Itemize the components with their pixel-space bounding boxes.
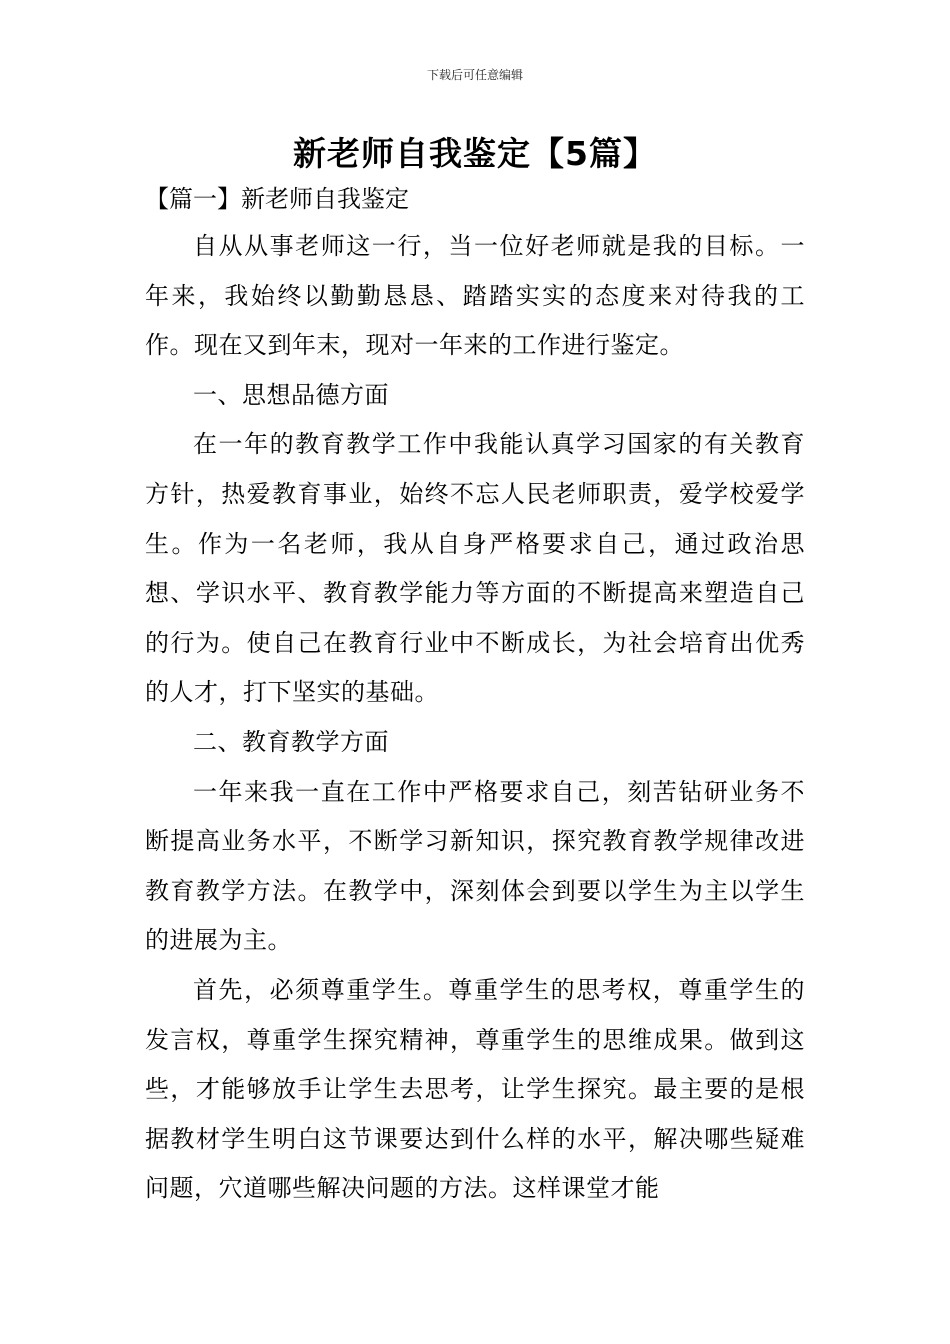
paragraph-respect-students: 首先，必须尊重学生。尊重学生的思考权，尊重学生的发言权，尊重学生探究精神，尊重学生的思维成果。做到这些，才能够放手让学生去思考，让学生探究。最主要的是根据教材学生明白这节课要达到什么样的水平，解决哪些疑难问题，穴道哪些解决问题的方法。这样课堂才能 <box>145 975 805 1203</box>
header-note: 下载后可任意编辑 <box>426 68 523 82</box>
document-title: 新老师自我鉴定【5篇】 <box>293 134 657 173</box>
paragraph-teaching: 一年来我一直在工作中严格要求自己，刻苦钻研业务不断提高业务水平，不断学习新知识，探究教育教学规律改进教育教学方法。在教学中，深刻体会到要以学生为主以学生的进展为主。 <box>145 777 805 955</box>
subheading-morality: 一、思想品德方面 <box>193 380 389 409</box>
section-heading: 【篇一】新老师自我鉴定 <box>145 185 409 213</box>
document-body <box>145 222 805 1214</box>
paragraph-morality: 在一年的教育教学工作中我能认真学习国家的有关教育方针，热爱教育事业，始终不忘人民老师职责，爱学校爱学生。作为一名老师，我从自身严格要求自己，通过政治思想、学识水平、教育教学能力等方面的不断提高来塑造自己的行为。使自己在教育行业中不断成长，为社会培育出优秀的人才，打下坚实的基础。 <box>145 430 805 707</box>
subheading-teaching: 二、教育教学方面 <box>193 727 389 756</box>
paragraph-intro: 自从从事老师这一行，当一位好老师就是我的目标。一年来，我始终以勤勤恳恳、踏踏实实的态度来对待我的工作。现在又到年末，现对一年来的工作进行鉴定。 <box>145 232 805 360</box>
